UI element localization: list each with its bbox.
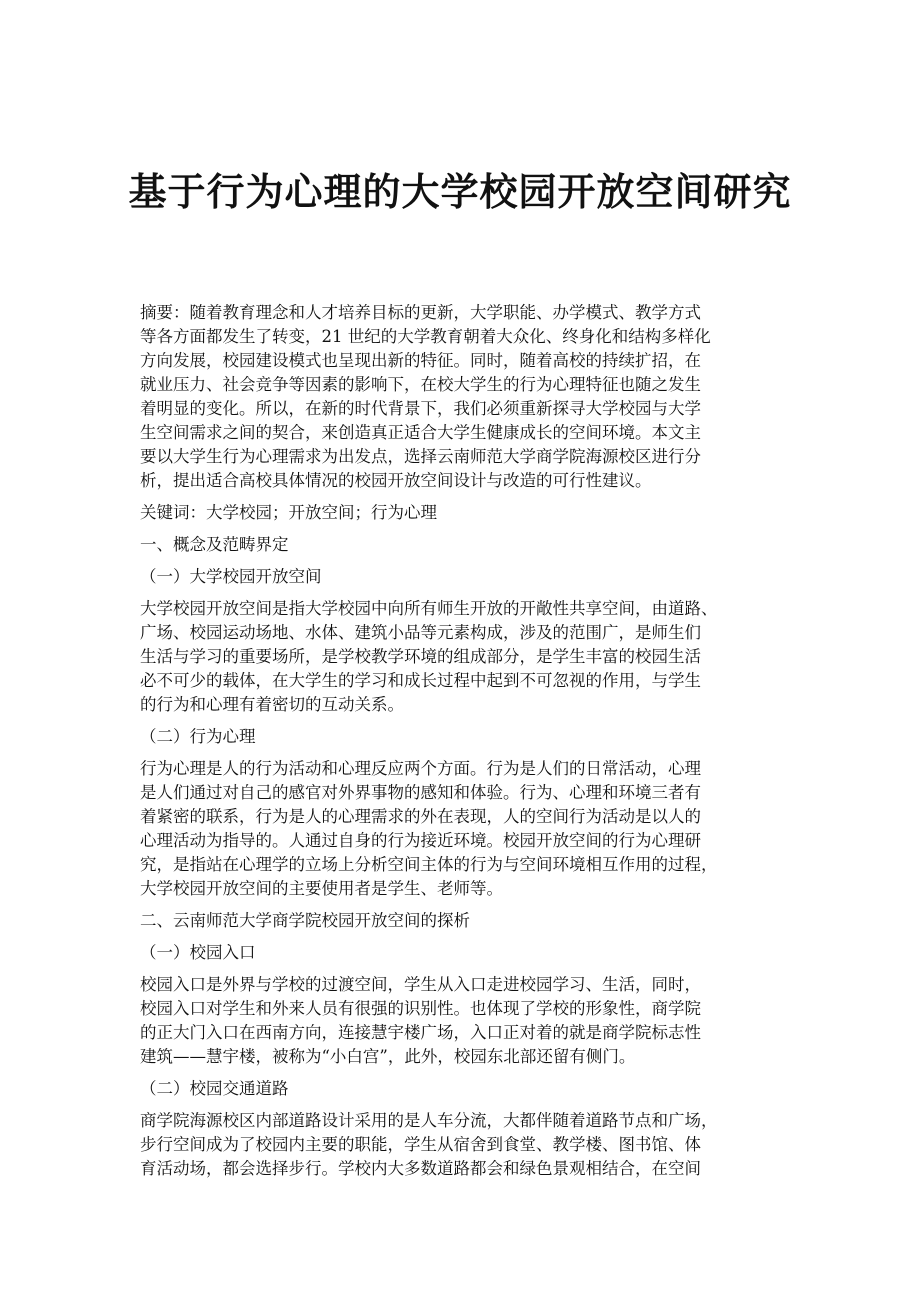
text-line: 必不可少的载体，在大学生的学习和成长过程中起到不可忽视的作用，与学生	[140, 671, 701, 690]
subsection-heading-2-1: （一）校园入口	[140, 943, 256, 962]
text-line: 要以大学生行为心理需求为出发点，选择云南师范大学商学院海源校区进行分	[140, 447, 701, 466]
text-line: 析，提出适合高校具体情况的校园开放空间设计与改造的可行性建议。	[140, 471, 652, 490]
abstract-paragraph	[140, 301, 782, 493]
text-line: 心理活动为指导的。人通过自身的行为接近环境。校园开放空间的行为心理研	[140, 831, 701, 850]
subsection-heading-1-1: （一）大学校园开放空间	[140, 567, 322, 586]
text-line: 育活动场，都会选择步行。学校内大多数道路都会和绿色景观相结合，在空间	[140, 1159, 701, 1178]
text-line: 大学校园开放空间的主要使用者是学生、老师等。	[140, 879, 503, 898]
document-title: 基于行为心理的大学校园开放空间研究	[128, 169, 792, 214]
subsection-heading-2-2: （二）校园交通道路	[140, 1079, 289, 1098]
text-line: 着紧密的联系，行为是人的心理需求的外在表现，人的空间行为活动是以人的	[140, 807, 701, 826]
text-line: 校园入口对学生和外来人员有很强的识别性。也体现了学校的形象性，商学院	[140, 999, 701, 1018]
text-line: 生空间需求之间的契合，来创造真正适合大学生健康成长的空间环境。本文主	[140, 423, 701, 442]
paragraph-campus-entrance	[140, 973, 782, 1069]
text-line: 方向发展，校园建设模式也呈现出新的特征。同时，随着高校的持续扩招，在	[140, 351, 701, 370]
document-body	[140, 301, 782, 1189]
section-heading-2: 二、云南师范大学商学院校园开放空间的探析	[140, 911, 470, 930]
text-line: 究，是指站在心理学的立场上分析空间主体的行为与空间环境相互作用的过程，	[140, 855, 718, 874]
text-line: 行为心理是人的行为活动和心理反应两个方面。行为是人们的日常活动，心理	[140, 759, 701, 778]
text-line: 着明显的变化。所以，在新的时代背景下，我们必须重新探寻大学校园与大学	[140, 399, 701, 418]
text-line: 等各方面都发生了转变，21 世纪的大学教育朝着大众化、终身化和结构多样化	[140, 327, 711, 346]
text-line: 大学校园开放空间是指大学校园中向所有师生开放的开敞性共享空间，由道路、	[140, 599, 718, 618]
paragraph-open-space	[140, 597, 782, 717]
text-line: 广场、校园运动场地、水体、建筑小品等元素构成，涉及的范围广，是师生们	[140, 623, 701, 642]
paragraph-behavior-psychology	[140, 757, 782, 901]
text-line: 商学院海源校区内部道路设计采用的是人车分流，大都伴随着道路节点和广场，	[140, 1111, 718, 1130]
text-line: 是人们通过对自己的感官对外界事物的感知和体验。行为、心理和环境三者有	[140, 783, 701, 802]
text-line: 的正大门入口在西南方向，连接慧宇楼广场，入口正对着的就是商学院标志性	[140, 1023, 701, 1042]
paragraph-campus-roads	[140, 1109, 782, 1181]
text-line: 摘要：随着教育理念和人才培养目标的更新，大学职能、办学模式、教学方式	[140, 303, 701, 322]
text-line: 就业压力、社会竞争等因素的影响下，在校大学生的行为心理特征也随之发生	[140, 375, 701, 394]
text-line: 生活与学习的重要场所，是学校教学环境的组成部分，是学生丰富的校园生活	[140, 647, 701, 666]
text-line: 步行空间成为了校园内主要的职能，学生从宿舍到食堂、教学楼、图书馆、体	[140, 1135, 701, 1154]
section-heading-1: 一、概念及范畴界定	[140, 535, 289, 554]
keywords-line: 关键词：大学校园；开放空间；行为心理	[140, 503, 437, 522]
text-line: 的行为和心理有着密切的互动关系。	[140, 695, 404, 714]
subsection-heading-1-2: （二）行为心理	[140, 727, 256, 746]
text-line: 建筑——慧宇楼，被称为“小白宫”，此外，校园东北部还留有侧门。	[140, 1047, 636, 1066]
text-line: 校园入口是外界与学校的过渡空间，学生从入口走进校园学习、生活，同时，	[140, 975, 701, 994]
